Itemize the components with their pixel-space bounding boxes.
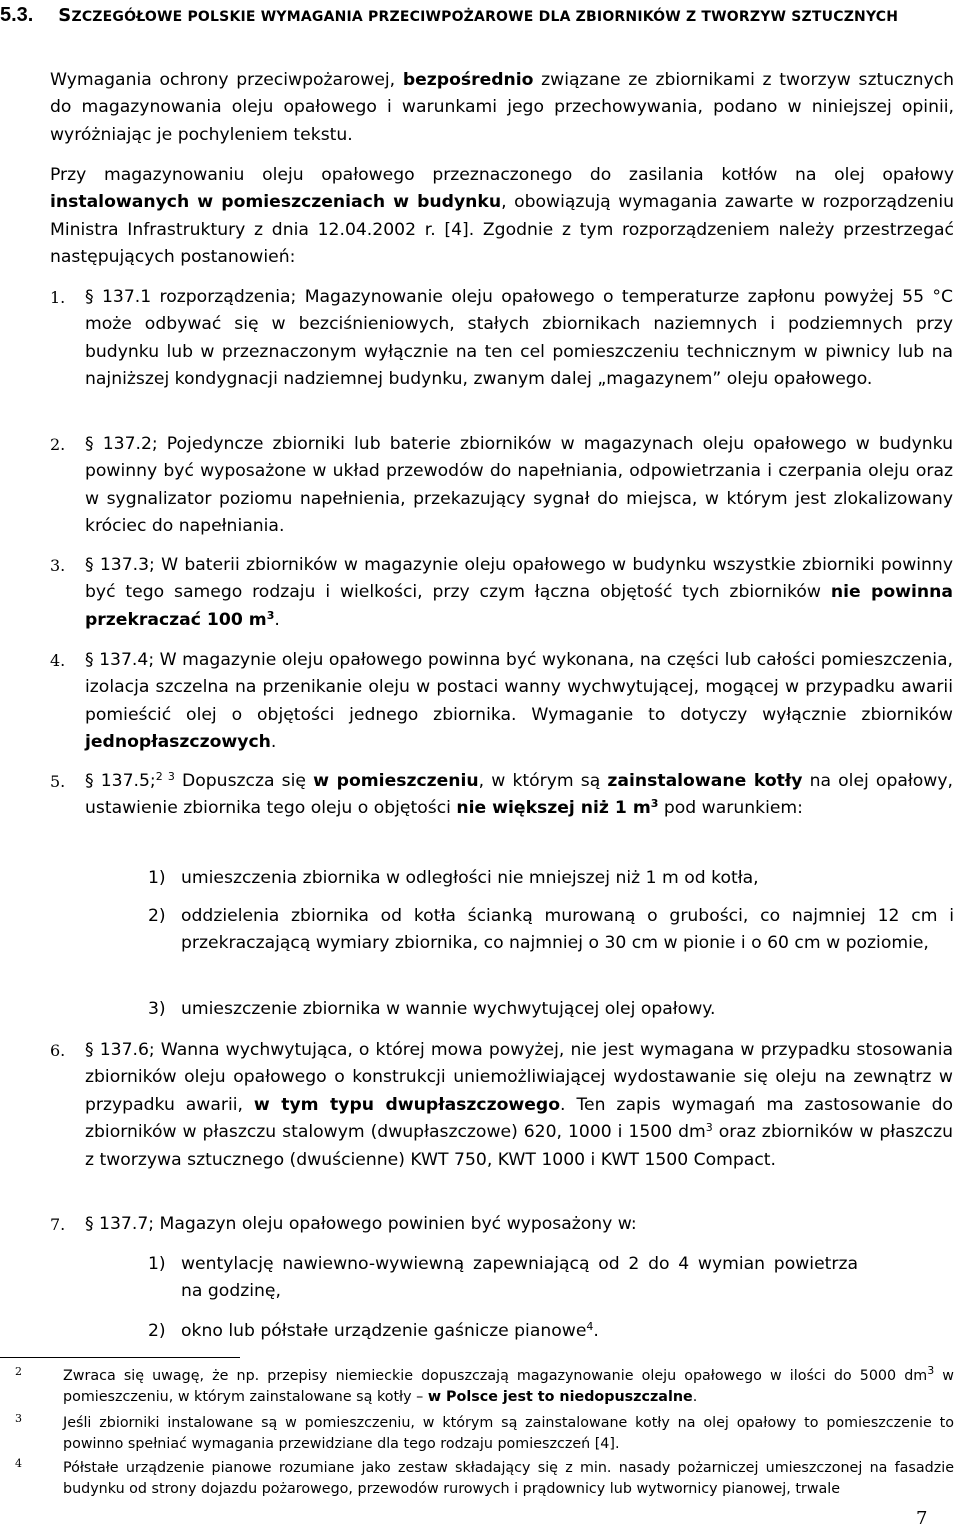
list-item-text: § 137.2; Pojedyncze zbiorniki lub baterie zbiorników w magazynach oleju opałowego w budynku powinny być wyposażone w układ przewodów do napełniania, odpowietrzania i czerpania oleju oraz w sygnalizator poziomu napełnienia, przekazujący sygnał do miejsca, w którym jest zlokalizowany króciec do napełniania. xyxy=(85,434,953,537)
sublist-text: umieszczenie zbiornika w wannie wychwytującej olej opałowy. xyxy=(181,999,716,1019)
footnote-mark: 4 xyxy=(15,1457,22,1470)
section-title: SZCZEGÓŁOWE POLSKIE WYMAGANIA PRZECIWPOŻAROWE DLA ZBIORNIKÓW Z TWORZYW SZTUCZNYCH xyxy=(58,5,899,26)
sublist-label: 3) xyxy=(148,999,166,1019)
footnote-text: Zwraca się uwagę, że np. przepisy niemieckie dopuszczają magazynowanie oleju opałowego w ilości do 5000 $dm^3$ w pomieszczeniu, w którym zainstalowane są kotły – w Polsce jest to niedopuszczalne. xyxy=(63,1364,954,1405)
list-item-number: 4. xyxy=(50,651,66,670)
list-item-text: § 137.7; Magazyn oleju opałowego powinien być wyposażony w: xyxy=(85,1214,637,1234)
sublist-item xyxy=(148,903,954,958)
sublist-label: 1) xyxy=(148,1254,166,1274)
sublist-text: umieszczenia zbiornika w odległości nie mniejszej niż 1 m od kotła, xyxy=(181,868,759,888)
section-heading xyxy=(0,2,958,31)
footnote-text: Półstałe urządzenie pianowe rozumiane jako zestaw składający się z min. nasady pożarniczej umieszczonej na fasadzie budynku od strony dojazdu pożarowego, przewodów rurowych i prądownicy lub wytwornicy pianowej, trwale xyxy=(63,1460,954,1497)
sublist-item xyxy=(148,1318,954,1345)
footnote-separator xyxy=(0,1357,240,1358)
sublist-item xyxy=(148,996,954,1023)
footnote-text: Jeśli zbiorniki instalowane są w pomieszczeniu, w którym są zainstalowane kotły na olej opałowy to pomieszczenie to powinno spełniać wymagania przewidziane dla tego rodzaju pomieszczeń [4]. xyxy=(63,1415,954,1452)
list-item-number: 7. xyxy=(50,1215,66,1234)
list-item-text: § 137.4; W magazynie oleju opałowego powinna być wykonana, na części lub całości pomieszczenia, izolacja szczelna na przenikanie oleju w postaci wanny wychwytującej, mogącej w przypadku awarii pomieścić olej o objętości jednego zbiornika. Wymaganie to dotyczy wyłącznie zbiorników jednopłaszczowych. xyxy=(85,650,953,753)
footnote xyxy=(15,1412,954,1455)
sublist-label: 2) xyxy=(148,906,166,926)
sublist-text: okno lub półstałe urządzenie gaśnicze pianowe$^4$. xyxy=(181,1320,599,1341)
list-item-number: 1. xyxy=(50,288,66,307)
list-item-number: 5. xyxy=(50,772,66,791)
footnote-mark: 3 xyxy=(15,1412,22,1425)
list-item-number: 2. xyxy=(50,435,66,454)
sublist-text: wentylację nawiewno-wywiewną zapewniającą od 2 do 4 wymian powietrza na godzinę, xyxy=(181,1254,858,1302)
list-item-text: § 137.5;$^{2 3}$ Dopuszcza się w pomieszczeniu, w którym są zainstalowane kotły na olej opałowy, ustawienie zbiornika tego oleju o objętości nie większej niż 1 $m^3$ pod warunkiem: xyxy=(85,770,953,819)
sublist-label: 1) xyxy=(148,868,166,888)
intro-paragraph-1: Wymagania ochrony przeciwpożarowej, bezpośrednio związane ze zbiornikami z tworzyw sztucznych do magazynowania oleju opałowego i warunkami jego przechowywania, podano w niniejszej opinii, wyróżniając je pochyleniem tekstu. xyxy=(50,70,954,145)
list-item-text: § 137.3; W baterii zbiorników w magazynie oleju opałowego w budynku wszystkie zbiorniki powinny być tego samego rodzaju i wielkości, przy czym łączna objętość tych zbiorników nie powinna przekraczać 100 $m^3$. xyxy=(85,555,953,630)
section-number: 5.3. xyxy=(0,4,34,26)
sublist-text: oddzielenia zbiornika od kotła ścianką murowaną o grubości, co najmniej 12 cm i przekraczającą wymiary zbiornika, co najmniej o 30 cm w pionie i o 60 cm w poziomie, xyxy=(181,906,954,954)
page-number: 7 xyxy=(916,1508,928,1529)
footnote-mark: 2 xyxy=(15,1365,22,1378)
footnote xyxy=(15,1364,954,1408)
intro-paragraph-2: Przy magazynowaniu oleju opałowego przeznaczonego do zasilania kotłów na olej opałowy instalowanych w pomieszczeniach w budynku, obowiązują wymagania zawarte w rozporządzeniu Ministra Infrastruktury z dnia 12.04.2002 r. [4]. Zgodnie z tym rozporządzeniem należy przestrzegać następujących postanowień: xyxy=(50,165,954,268)
list-item-text: § 137.1 rozporządzenia; Magazynowanie oleju opałowego o temperaturze zapłonu powyżej 55 °C może odbywać się w bezciśnieniowych, stałych zbiornikach naziemnych i podziemnych przy budynku lub w przeznaczonym wyłącznie na ten cel pomieszczeniu technicznym w piwnicy lub na najniższej kondygnacji nadziemnej budynku, zwanym dalej „magazynem” oleju opałowego. xyxy=(85,287,953,390)
sublist-item xyxy=(148,1251,938,1306)
sublist-item xyxy=(148,865,954,892)
list-item-number: 6. xyxy=(50,1041,66,1060)
list-item-number: 3. xyxy=(50,556,66,575)
footnote xyxy=(15,1457,954,1500)
list-item-text: § 137.6; Wanna wychwytująca, o której mowa powyżej, nie jest wymagana w przypadku stosowania zbiorników oleju opałowego o konstrukcji uniemożliwiającej wydostawanie się oleju na zewnątrz w przypadku awarii, w tym typu dwupłaszczowego. Ten zapis wymagań ma zastosowanie do zbiorników w płaszczu stalowym (dwupłaszczowe) 620, 1000 i 1500 $dm^3$ oraz zbiorników w płaszczu z tworzywa sztucznego (dwuścienne) KWT 750, KWT 1000 i KWT 1500 Compact. xyxy=(85,1040,953,1170)
sublist-label: 2) xyxy=(148,1321,166,1341)
